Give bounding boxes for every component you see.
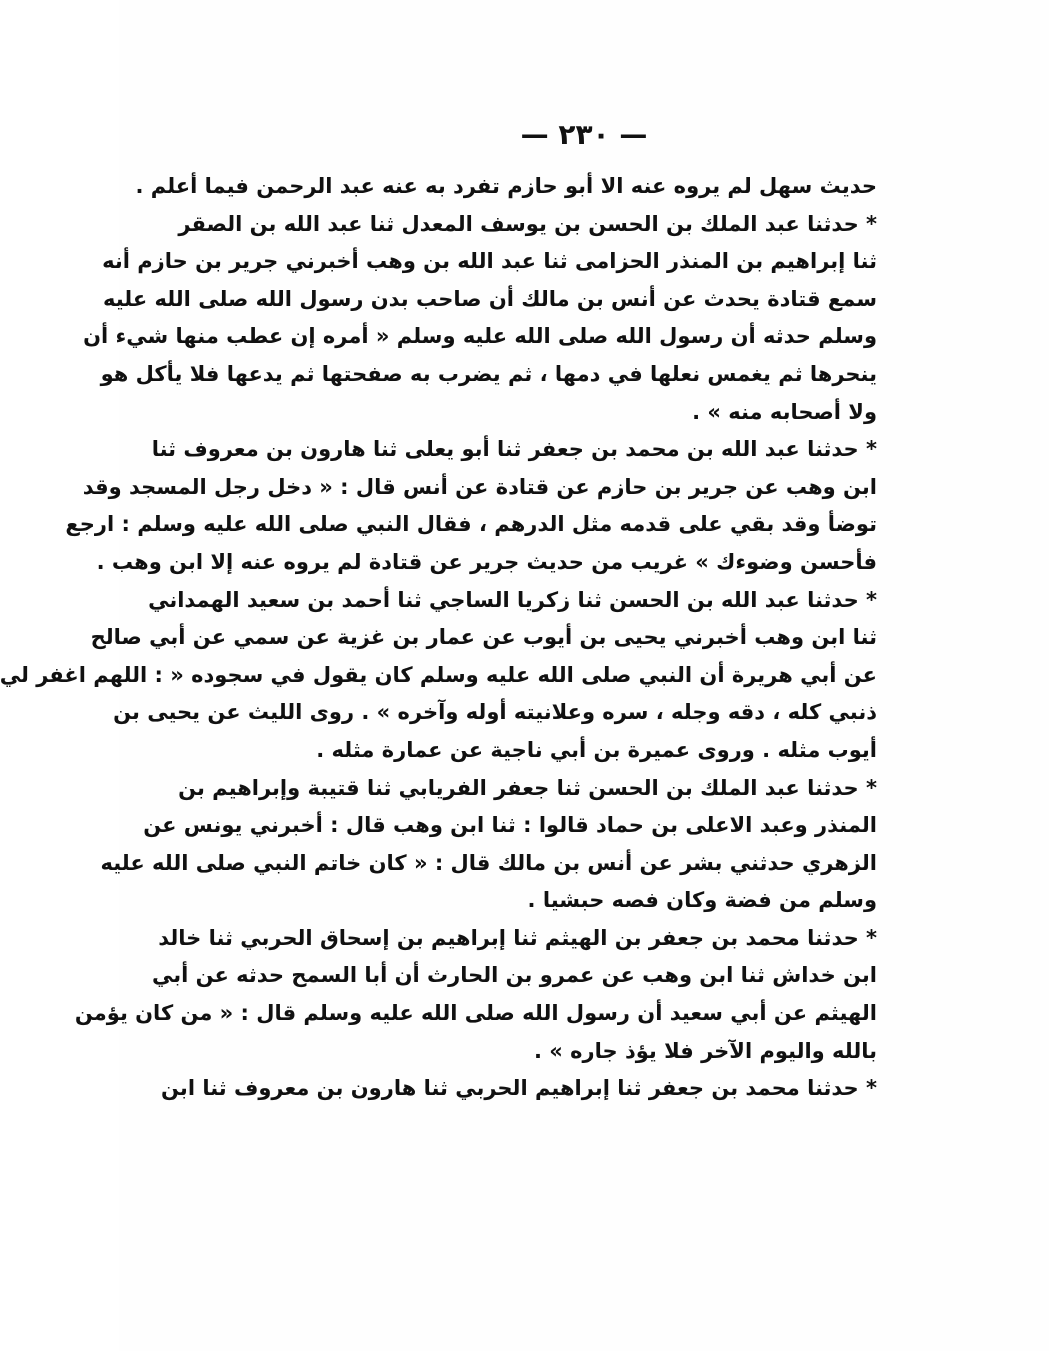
text-line: الهيثم عن أبي سعيد أن رسول الله صلى الله عليه وسلم قال : « من كان يؤمن bbox=[74, 1001, 877, 1026]
text-line: * حدثنا عبد الملك بن الحسن بن يوسف المعدل ثنا عبد الله بن الصقر bbox=[178, 211, 877, 236]
text-line: المنذر وعبد الاعلى بن حماد قالوا : ثنا ابن وهب قال : أخبرني يونس عن bbox=[143, 813, 877, 838]
text-line: ثنا ابن وهب أخبرني يحيى بن أيوب عن عمار بن غزية عن سمي عن أبي صالح bbox=[90, 625, 877, 650]
text-line: الزهري حدثني بشر عن أنس بن مالك قال : « كان خاتم النبي صلى الله عليه bbox=[100, 850, 877, 875]
text-line: سمع قتادة يحدث عن أنس بن مالك أن صاحب بدن رسول الله صلى الله عليه bbox=[102, 286, 877, 311]
text-line: ولا أصحابه منه » . bbox=[692, 399, 877, 424]
text-line: ثنا إبراهيم بن المنذر الحزامى ثنا عبد الله بن وهب أخبرني جرير بن حازم أنه bbox=[102, 249, 877, 274]
text-line: ينحرها ثم يغمس نعلها في دمها ، ثم يضرب به صفحتها ثم يدعها فلا يأكل هو bbox=[100, 361, 877, 386]
text-line: * حدثنا عبد الملك بن الحسن ثنا جعفر الفريابي ثنا قتيبة وإبراهيم بن bbox=[178, 775, 877, 800]
text-line: وسلم من فضة وكان فصه حبشيا . bbox=[527, 888, 877, 913]
text-line: ابن وهب عن جرير بن حازم عن قتادة عن أنس قال : « دخل رجل المسجد وقد bbox=[82, 474, 877, 499]
text-line: * حدثنا محمد بن جعفر ثنا إبراهيم الحربي ثنا هارون بن معروف ثنا ابن bbox=[161, 1076, 877, 1101]
text-line: وسلم حدثه أن رسول الله صلى الله عليه وسلم « أمره إن عطب منها شيء أن bbox=[83, 324, 877, 349]
text-line: ابن خداش ثنا ابن وهب عن عمرو بن الحارث أن أبا السمح حدثه عن أبي bbox=[151, 963, 877, 988]
text-line: * حدثنا عبد الله بن محمد بن جعفر ثنا أبو يعلى ثنا هارون بن معروف ثنا bbox=[151, 437, 877, 462]
text-line: فأحسن وضوءك » غريب من حديث جرير عن قتادة لم يروه عنه إلا ابن وهب . bbox=[96, 549, 877, 574]
text-line: عن أبي هريرة أن النبي صلى الله عليه وسلم كان يقول في سجوده « : اللهم اغفر لي bbox=[0, 662, 877, 687]
text-line: أيوب مثله . وروى عميرة بن أبي ناجية عن عمارة مثله . bbox=[316, 737, 877, 762]
page-number: — ٢٣٠ — bbox=[520, 118, 648, 151]
text-line: بالله واليوم الآخر فلا يؤذ جاره » . bbox=[533, 1038, 877, 1063]
text-line: * حدثنا محمد بن جعفر بن الهيثم ثنا إبراهيم بن إسحاق الحربي ثنا خالد bbox=[158, 925, 877, 950]
text-line: ذنبي كله ، دقه وجله ، سره وعلانيته أوله وآخره » . روى الليث عن يحيى بن bbox=[113, 700, 877, 725]
page-body-text bbox=[0, 168, 877, 1108]
text-line: توضأ وقد بقي على قدمه مثل الدرهم ، فقال النبي صلى الله عليه وسلم : ارجع bbox=[65, 512, 877, 537]
text-line: حديث سهل لم يروه عنه الا أبو حازم تفرد به عنه عبد الرحمن فيما أعلم . bbox=[135, 174, 877, 198]
text-line: * حدثنا عبد الله بن الحسن ثنا زكريا الساجي ثنا أحمد بن سعيد الهمداني bbox=[148, 587, 877, 612]
